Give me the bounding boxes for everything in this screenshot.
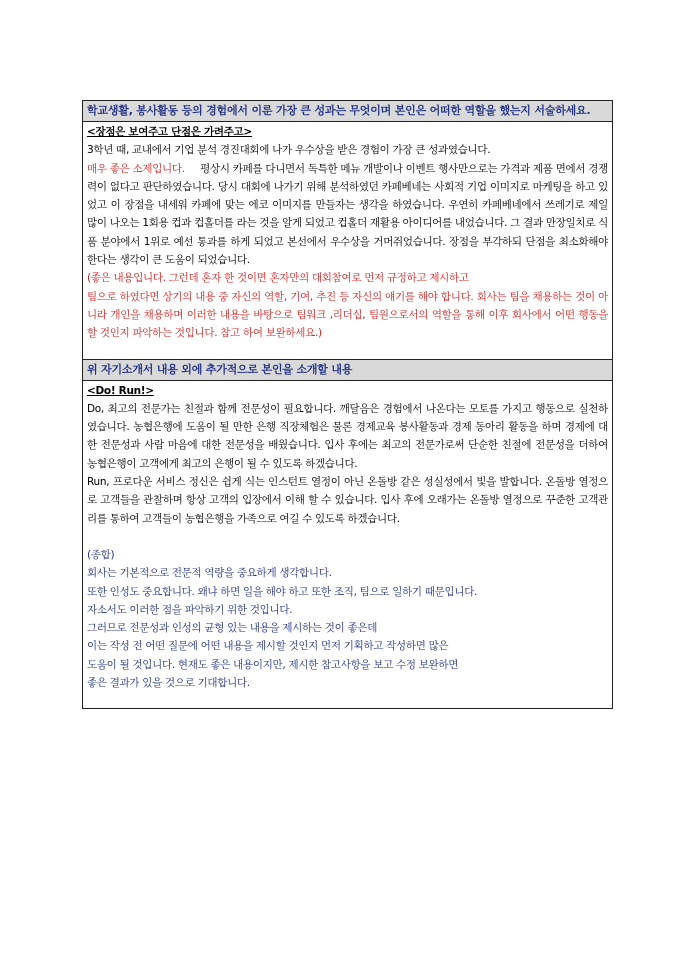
answer-cell-1 — [83, 122, 612, 359]
answer-paragraph-do: Do, 최고의 전문가는 친절과 함께 전문성이 필요합니다. 깨달음은 경험에서 나온다는 모토를 가지고 행동으로 실천하였습니다. 농협은행에 도움이 될 만한 은행 직장체험은 물론 경제교육 봉사활동과 경제 동아리 활동을 하며 경제에 대한 전문성과 사람 마음에 대한 전문성을 배웠습니다. 입사 후에는 최고의 전문가로써 단순한 친절에 전문성을 더하여 농협은행이 고객에게 최고의 은행이 될 수 있도록 하겠습니다. — [87, 402, 608, 470]
summary-line: 좋은 결과가 있을 것으로 기대합니다. — [87, 677, 250, 690]
summary-line: 도움이 될 것입니다. 현재도 좋은 내용이지만, 제시한 참고사항을 보고 수정 보완하면 — [87, 658, 459, 671]
essay-table — [82, 100, 613, 709]
summary-line: 자소서도 이러한 점을 파악하기 위한 것입니다. — [87, 603, 293, 616]
summary-block — [87, 546, 608, 692]
answer-subtitle-1: <장점은 보여주고 단점은 가려주고> — [87, 126, 252, 138]
feedback-long-2: 팀으로 하였다면 상기의 내용 중 자신의 역할, 기여, 추진 등 자신의 얘기를 해야 합니다. 회사는 팀을 채용하는 것이 아니라 개인을 채용하며 이러한 내용을 바탕으로 팀워크 ,리더십, 팀원으로서의 역할을 통해 이후 회사에서 어떤 행동을 할 것인지 파악하는 것입니다. 참고 하여 보완하세요.) — [87, 290, 608, 340]
question-header-1: 학교생활, 봉사활동 등의 경험에서 이룬 가장 큰 성과는 무엇이며 본인은 어떠한 역할을 했는지 서술하세요. — [83, 101, 612, 122]
answer-paragraph-run: Run, 프로다운 서비스 정신은 쉽게 식는 인스턴트 열정이 아닌 온돌방 같은 성실성에서 빛을 발합니다. 온돌방 열정으로 고객들을 관찰하며 항상 고객의 입장에서 이해 할 수 있습니다. 입사 후에 오래가는 온돌방 열정으로 꾸준한 고객관리를 통하여 고객들이 농협은행을 가족으로 여길 수 있도록 하겠습니다. — [87, 476, 608, 525]
summary-line: (종합) — [87, 548, 115, 561]
feedback-long-1: (좋은 내용입니다. 그런데 혼자 한 것이면 혼자만의 대회참여로 먼저 규정하고 제시하고 — [87, 272, 469, 285]
answer-intro: 3학년 때, 교내에서 기업 분석 경진대회에 나가 우수상을 받은 경험이 가장 큰 성과였습니다. — [87, 144, 491, 157]
summary-line: 또한 인성도 중요합니다. 왜냐 하면 일을 해야 하고 또한 조직, 팀으로 일하기 때문입니다. — [87, 585, 478, 598]
answer-body: 평상시 카페를 다니면서 독특한 메뉴 개발이나 이벤트 행사만으로는 가격과 제품 면에서 경쟁력이 없다고 판단하였습니다. 당시 대회에 나가기 위해 분석하였던 카페베네는 사회적 기업 이미지로 마케팅을 하고 있었고 이 장점을 내세워 카페에 맞는 에코 이미지를 만들자는 생각을 하였습니다. 우연히 카페베네에서 쓰레기로 제일 많이 나오는 1회용 컵과 컵홀더를 라는 것을 알게 되었고 컵홀더 재활용 아이디어를 내었습니다. 그 결과 만장일치로 식품 분야에서 1위로 예선 통과를 하게 되었고 본선에서 우수상을 거머쥐었습니다. 장점을 부각하되 단점을 최소화해야 한다는 생각이 큰 도움이 되었습니다. — [87, 162, 608, 267]
question-header-2: 위 자기소개서 내용 외에 추가적으로 본인을 소개할 내용 — [83, 359, 612, 381]
summary-line: 회사는 기본적으로 전문적 역량을 중요하게 생각합니다. — [87, 567, 332, 580]
summary-line: 그러므로 전문성과 인성의 균형 있는 내용을 제시하는 것이 좋은데 — [87, 622, 378, 635]
answer-subtitle-2: <Do! Run!> — [87, 384, 154, 397]
feedback-short: 매우 좋은 소제입니다. — [87, 162, 185, 175]
answer-cell-2 — [83, 381, 612, 709]
summary-line: 이는 작성 전 어떤 질문에 어떤 내용을 제시할 것인지 먼저 기획하고 작성하면 많은 — [87, 640, 449, 653]
